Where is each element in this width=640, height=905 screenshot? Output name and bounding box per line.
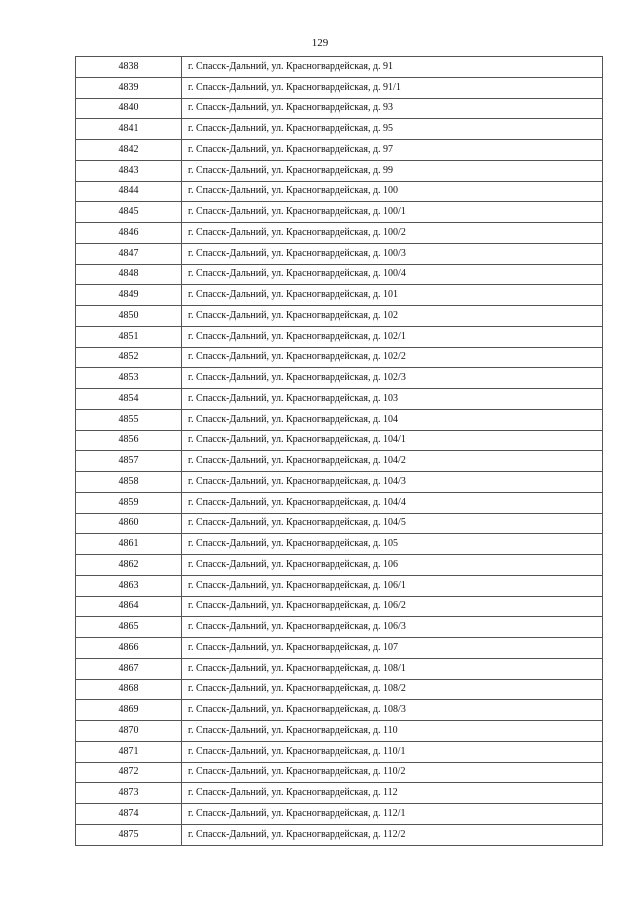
row-number-cell: 4873 [76, 783, 182, 804]
table-row [76, 575, 603, 596]
row-number-cell: 4846 [76, 223, 182, 244]
address-cell: г. Спасск-Дальний, ул. Красногвардейская, д. 101 [182, 285, 603, 306]
table-row [76, 534, 603, 555]
address-cell: г. Спасск-Дальний, ул. Красногвардейская, д. 108/1 [182, 658, 603, 679]
table-row [76, 492, 603, 513]
row-number-cell: 4862 [76, 555, 182, 576]
address-cell: г. Спасск-Дальний, ул. Красногвардейская, д. 104/3 [182, 472, 603, 493]
row-number-cell: 4865 [76, 617, 182, 638]
address-cell: г. Спасск-Дальний, ул. Красногвардейская, д. 112 [182, 783, 603, 804]
row-number-cell: 4860 [76, 513, 182, 534]
table-row [76, 617, 603, 638]
address-cell: г. Спасск-Дальний, ул. Красногвардейская, д. 104/1 [182, 430, 603, 451]
row-number-cell: 4851 [76, 326, 182, 347]
address-cell: г. Спасск-Дальний, ул. Красногвардейская, д. 100/1 [182, 202, 603, 223]
table-row [76, 181, 603, 202]
table-row [76, 638, 603, 659]
table-row [76, 804, 603, 825]
row-number-cell: 4867 [76, 658, 182, 679]
row-number-cell: 4852 [76, 347, 182, 368]
address-cell: г. Спасск-Дальний, ул. Красногвардейская, д. 93 [182, 98, 603, 119]
address-cell: г. Спасск-Дальний, ул. Красногвардейская, д. 91/1 [182, 77, 603, 98]
address-cell: г. Спасск-Дальний, ул. Красногвардейская, д. 112/1 [182, 804, 603, 825]
table-row [76, 762, 603, 783]
table-row [76, 513, 603, 534]
table-row [76, 783, 603, 804]
row-number-cell: 4855 [76, 409, 182, 430]
row-number-cell: 4849 [76, 285, 182, 306]
table-row [76, 57, 603, 78]
row-number-cell: 4845 [76, 202, 182, 223]
row-number-cell: 4869 [76, 700, 182, 721]
address-cell: г. Спасск-Дальний, ул. Красногвардейская, д. 108/3 [182, 700, 603, 721]
row-number-cell: 4847 [76, 243, 182, 264]
row-number-cell: 4841 [76, 119, 182, 140]
address-cell: г. Спасск-Дальний, ул. Красногвардейская, д. 104/2 [182, 451, 603, 472]
address-cell: г. Спасск-Дальний, ул. Красногвардейская, д. 110/1 [182, 741, 603, 762]
address-table-body [76, 57, 603, 846]
address-cell: г. Спасск-Дальний, ул. Красногвардейская, д. 91 [182, 57, 603, 78]
address-cell: г. Спасск-Дальний, ул. Красногвардейская, д. 106/3 [182, 617, 603, 638]
table-row [76, 658, 603, 679]
table-row [76, 347, 603, 368]
address-cell: г. Спасск-Дальний, ул. Красногвардейская, д. 106/2 [182, 596, 603, 617]
address-cell: г. Спасск-Дальний, ул. Красногвардейская, д. 104 [182, 409, 603, 430]
address-cell: г. Спасск-Дальний, ул. Красногвардейская, д. 102/3 [182, 368, 603, 389]
address-cell: г. Спасск-Дальний, ул. Красногвардейская, д. 97 [182, 140, 603, 161]
address-cell: г. Спасск-Дальний, ул. Красногвардейская, д. 102 [182, 306, 603, 327]
address-cell: г. Спасск-Дальний, ул. Красногвардейская, д. 112/2 [182, 824, 603, 845]
table-row [76, 679, 603, 700]
row-number-cell: 4843 [76, 160, 182, 181]
row-number-cell: 4863 [76, 575, 182, 596]
address-cell: г. Спасск-Дальний, ул. Красногвардейская, д. 95 [182, 119, 603, 140]
address-cell: г. Спасск-Дальний, ул. Красногвардейская, д. 102/2 [182, 347, 603, 368]
address-cell: г. Спасск-Дальний, ул. Красногвардейская, д. 106/1 [182, 575, 603, 596]
table-row [76, 98, 603, 119]
row-number-cell: 4848 [76, 264, 182, 285]
table-row [76, 472, 603, 493]
table-row [76, 700, 603, 721]
row-number-cell: 4839 [76, 77, 182, 98]
address-cell: г. Спасск-Дальний, ул. Красногвардейская, д. 107 [182, 638, 603, 659]
table-row [76, 451, 603, 472]
row-number-cell: 4857 [76, 451, 182, 472]
address-cell: г. Спасск-Дальний, ул. Красногвардейская, д. 110 [182, 721, 603, 742]
table-row [76, 824, 603, 845]
row-number-cell: 4853 [76, 368, 182, 389]
address-cell: г. Спасск-Дальний, ул. Красногвардейская, д. 100/4 [182, 264, 603, 285]
table-row [76, 77, 603, 98]
table-row [76, 555, 603, 576]
table-row [76, 741, 603, 762]
address-cell: г. Спасск-Дальний, ул. Красногвардейская, д. 100/2 [182, 223, 603, 244]
table-row [76, 160, 603, 181]
table-row [76, 368, 603, 389]
row-number-cell: 4838 [76, 57, 182, 78]
row-number-cell: 4854 [76, 389, 182, 410]
row-number-cell: 4859 [76, 492, 182, 513]
table-row [76, 430, 603, 451]
table-row [76, 285, 603, 306]
row-number-cell: 4874 [76, 804, 182, 825]
table-row [76, 243, 603, 264]
table-row [76, 119, 603, 140]
row-number-cell: 4856 [76, 430, 182, 451]
row-number-cell: 4858 [76, 472, 182, 493]
table-row [76, 721, 603, 742]
row-number-cell: 4850 [76, 306, 182, 327]
address-cell: г. Спасск-Дальний, ул. Красногвардейская, д. 104/4 [182, 492, 603, 513]
address-cell: г. Спасск-Дальний, ул. Красногвардейская, д. 106 [182, 555, 603, 576]
address-cell: г. Спасск-Дальний, ул. Красногвардейская, д. 105 [182, 534, 603, 555]
table-row [76, 140, 603, 161]
table-row [76, 596, 603, 617]
table-row [76, 202, 603, 223]
row-number-cell: 4872 [76, 762, 182, 783]
address-cell: г. Спасск-Дальний, ул. Красногвардейская, д. 102/1 [182, 326, 603, 347]
address-cell: г. Спасск-Дальний, ул. Красногвардейская, д. 103 [182, 389, 603, 410]
row-number-cell: 4842 [76, 140, 182, 161]
table-row [76, 264, 603, 285]
row-number-cell: 4875 [76, 824, 182, 845]
table-row [76, 223, 603, 244]
address-cell: г. Спасск-Дальний, ул. Красногвардейская, д. 104/5 [182, 513, 603, 534]
page-number: 129 [311, 37, 329, 49]
address-cell: г. Спасск-Дальний, ул. Красногвардейская, д. 100 [182, 181, 603, 202]
row-number-cell: 4844 [76, 181, 182, 202]
row-number-cell: 4864 [76, 596, 182, 617]
address-cell: г. Спасск-Дальний, ул. Красногвардейская, д. 108/2 [182, 679, 603, 700]
address-cell: г. Спасск-Дальний, ул. Красногвардейская, д. 110/2 [182, 762, 603, 783]
table-row [76, 326, 603, 347]
row-number-cell: 4868 [76, 679, 182, 700]
row-number-cell: 4871 [76, 741, 182, 762]
row-number-cell: 4840 [76, 98, 182, 119]
address-cell: г. Спасск-Дальний, ул. Красногвардейская, д. 100/3 [182, 243, 603, 264]
table-row [76, 306, 603, 327]
row-number-cell: 4870 [76, 721, 182, 742]
address-table [75, 56, 603, 846]
row-number-cell: 4866 [76, 638, 182, 659]
row-number-cell: 4861 [76, 534, 182, 555]
table-row [76, 389, 603, 410]
table-row [76, 409, 603, 430]
address-cell: г. Спасск-Дальний, ул. Красногвардейская, д. 99 [182, 160, 603, 181]
